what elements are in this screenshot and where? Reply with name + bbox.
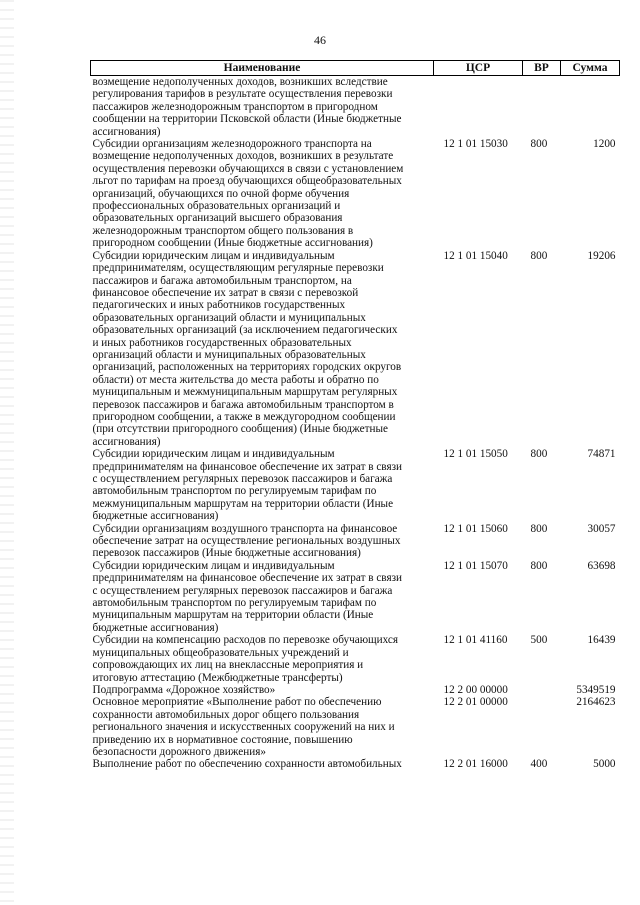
- table-row: [91, 684, 620, 696]
- row-name-cell: [91, 138, 434, 250]
- row-name-line: муниципальным и межмуниципальным маршрутам регулярных: [92, 386, 398, 399]
- row-name-line: перевозок пассажиров (Иные бюджетные ассигнования): [92, 547, 361, 560]
- table-body: [91, 76, 620, 771]
- row-name-line: регионального значения и искусственных сооружений на них и: [92, 721, 395, 734]
- row-name-line: с осуществлением регулярных перевозок пассажиров и багажа: [92, 584, 393, 597]
- row-vr-cell: 800: [530, 138, 548, 151]
- row-name-cell: [91, 523, 434, 560]
- row-name-line: Подпрограмма «Дорожное хозяйство»: [92, 683, 276, 696]
- row-name-line: Субсидии юридическим лицам и индивидуальным: [92, 448, 335, 461]
- row-name-line: (при отсутствии пригородного сообщения) (Иные бюджетные: [92, 423, 388, 436]
- row-name-line: муниципальных общеобразовательных учреждений и: [92, 646, 349, 659]
- row-name-line: организаций, обучающихся по очной форме обучения: [92, 187, 350, 200]
- row-csr-cell: 12 1 01 41160: [443, 634, 508, 647]
- row-name-line: железнодорожным транспортом общего пользования в: [92, 224, 354, 237]
- row-name-line: организаций области и муниципальных образовательных: [92, 348, 366, 361]
- row-csr-cell: 12 2 01 00000: [443, 696, 508, 709]
- row-name-line: обеспечение затрат на осуществление региональных воздушных: [92, 535, 401, 548]
- row-name-line: ассигнования): [92, 435, 161, 448]
- row-name-cell: [91, 758, 434, 770]
- row-name-line: образовательных организаций (за исключением педагогических: [92, 324, 398, 337]
- row-vr-cell: 500: [530, 634, 548, 647]
- row-name-line: предпринимателям на финансовое обеспечение их затрат в связи: [92, 572, 402, 585]
- row-name-line: безопасности дорожного движения»: [92, 745, 266, 758]
- row-name-cell: [91, 684, 434, 696]
- row-name-cell: [91, 696, 434, 758]
- row-csr-cell: 12 2 01 16000: [443, 758, 508, 771]
- row-name-line: предпринимателям, осуществляющим регулярные перевозки: [92, 262, 384, 275]
- header-csr: ЦСР: [434, 61, 523, 76]
- row-vr-cell: [523, 696, 561, 758]
- row-csr-cell: 12 1 01 15060: [443, 522, 508, 535]
- row-sum-cell: 16439: [587, 634, 616, 647]
- row-name-line: перевозок пассажиров и багажа автомобильным транспортом в: [92, 398, 394, 411]
- row-name-line: профессиональных образовательных организаций и: [92, 200, 341, 213]
- row-name-line: сохранности автомобильных дорог общего пользования: [92, 708, 360, 721]
- row-name-line: ассигнования): [92, 125, 161, 138]
- budget-table: [90, 60, 620, 771]
- row-sum-cell: 2164623: [576, 696, 616, 709]
- row-name-line: Субсидии юридическим лицам и индивидуальным: [92, 249, 335, 262]
- row-name-line: возмещение недополученных доходов, возникших вследствие: [92, 76, 388, 88]
- row-name-line: Основное мероприятие «Выполнение работ по обеспечению: [92, 696, 382, 709]
- row-name-cell: [91, 448, 434, 522]
- row-vr-cell: 800: [530, 249, 548, 262]
- row-name-line: предпринимателям на финансовое обеспечение их затрат в связи: [92, 460, 402, 473]
- row-name-line: Субсидии юридическим лицам и индивидуальным: [92, 559, 335, 572]
- row-name-line: организаций, расположенных на территориях городских округов: [92, 361, 402, 374]
- row-sum-cell: 5000: [593, 758, 616, 771]
- row-csr-cell: [434, 76, 523, 139]
- table-row: [91, 696, 620, 758]
- row-sum-cell: 19206: [587, 249, 616, 262]
- row-csr-cell: 12 2 00 00000: [443, 683, 508, 696]
- row-name-line: Субсидии на компенсацию расходов по перевозке обучающихся: [92, 634, 399, 647]
- row-name-line: итоговую аттестацию (Межбюджетные трансферты): [92, 671, 343, 684]
- row-name-line: автомобильным транспортом по регулируемым тарифам по: [92, 485, 377, 498]
- scan-edge-artifact: [0, 0, 14, 905]
- row-name-cell: [91, 76, 434, 139]
- row-name-line: Выполнение работ по обеспечению сохранности автомобильных: [92, 758, 402, 771]
- row-sum-cell: [561, 76, 620, 139]
- row-csr-cell: 12 1 01 15030: [443, 138, 508, 151]
- row-vr-cell: 800: [530, 522, 548, 535]
- row-csr-cell: 12 1 01 15050: [443, 448, 508, 461]
- row-name-line: бюджетные ассигнования): [92, 621, 219, 634]
- row-name-line: образовательных организаций высшего образования: [92, 212, 343, 225]
- table-row: [91, 560, 620, 634]
- row-csr-cell: 12 1 01 15040: [443, 249, 508, 262]
- row-name-line: Субсидии организациям железнодорожного транспорта на: [92, 138, 372, 151]
- row-name-line: регулирования тарифов в результате осуществления перевозки: [92, 88, 393, 101]
- row-name-line: бюджетные ассигнования): [92, 510, 219, 523]
- row-name-line: осуществления перевозки обучающихся в связи с установлением: [92, 162, 404, 175]
- row-name-cell: [91, 634, 434, 684]
- row-name-line: пассажиров и багажа автомобильным транспортом, на: [92, 274, 352, 287]
- table-header-row: [91, 61, 620, 76]
- row-vr-cell: 400: [530, 758, 548, 771]
- header-vr: ВР: [523, 61, 561, 76]
- row-sum-cell: 63698: [587, 559, 616, 572]
- header-sum: Сумма: [561, 61, 620, 76]
- row-name-line: льгот по тарифам на проезд обучающихся общеобразовательных: [92, 175, 402, 188]
- row-name-line: автомобильным транспортом по регулируемым тарифам по: [92, 597, 377, 610]
- row-name-line: приведению их в нормативное состояние, повышению: [92, 733, 353, 746]
- row-name-line: Субсидии организациям воздушного транспорта на финансовое: [92, 522, 398, 535]
- row-vr-cell: [523, 684, 561, 696]
- row-sum-cell: 1200: [593, 138, 616, 151]
- table-row: [91, 448, 620, 522]
- row-name-line: межмуниципальным маршрутам на территории области (Иные: [92, 497, 394, 510]
- table-row: [91, 634, 620, 684]
- row-name-line: сообщении на территории Псковской области (Иные бюджетные: [92, 113, 402, 126]
- row-vr-cell: 800: [530, 559, 548, 572]
- row-sum-cell: 74871: [587, 448, 616, 461]
- row-name-line: пригородном сообщении, а также в междугородном сообщении: [92, 410, 396, 423]
- row-name-line: области) от места жительства до места работы и обратно по: [92, 373, 379, 386]
- row-name-line: образовательных организаций области и муниципальных: [92, 311, 366, 324]
- row-sum-cell: 30057: [587, 522, 616, 535]
- row-name-line: педагогических и иных работников государственных: [92, 299, 346, 312]
- row-name-line: сопровождающих их лиц на внеклассные мероприятия и: [92, 659, 364, 672]
- table-row: [91, 758, 620, 770]
- row-name-line: муниципальным маршрутам на территории области (Иные: [92, 609, 374, 622]
- row-name-line: возмещение недополученных доходов, возникших в результате: [92, 150, 394, 163]
- row-vr-cell: 800: [530, 448, 548, 461]
- row-name-line: пассажиров железнодорожным транспортом в пригородном: [92, 100, 378, 113]
- row-name-line: пригородном сообщении (Иные бюджетные ассигнования): [92, 237, 373, 250]
- page-number: 46: [314, 33, 326, 47]
- row-csr-cell: 12 1 01 15070: [443, 559, 508, 572]
- row-name-cell: [91, 560, 434, 634]
- row-vr-cell: [523, 76, 561, 139]
- header-name: Наименование: [91, 61, 434, 76]
- row-name-line: финансовое обеспечение их затрат в связи с перевозкой: [92, 286, 359, 299]
- row-name-line: с осуществлением регулярных перевозок пассажиров и багажа: [92, 473, 393, 485]
- table-row: [91, 76, 620, 139]
- table-row: [91, 523, 620, 560]
- row-name-line: и иных работников государственных образовательных: [92, 336, 352, 349]
- table-row: [91, 250, 620, 449]
- row-name-cell: [91, 250, 434, 449]
- row-sum-cell: 5349519: [576, 683, 616, 696]
- table-row: [91, 138, 620, 250]
